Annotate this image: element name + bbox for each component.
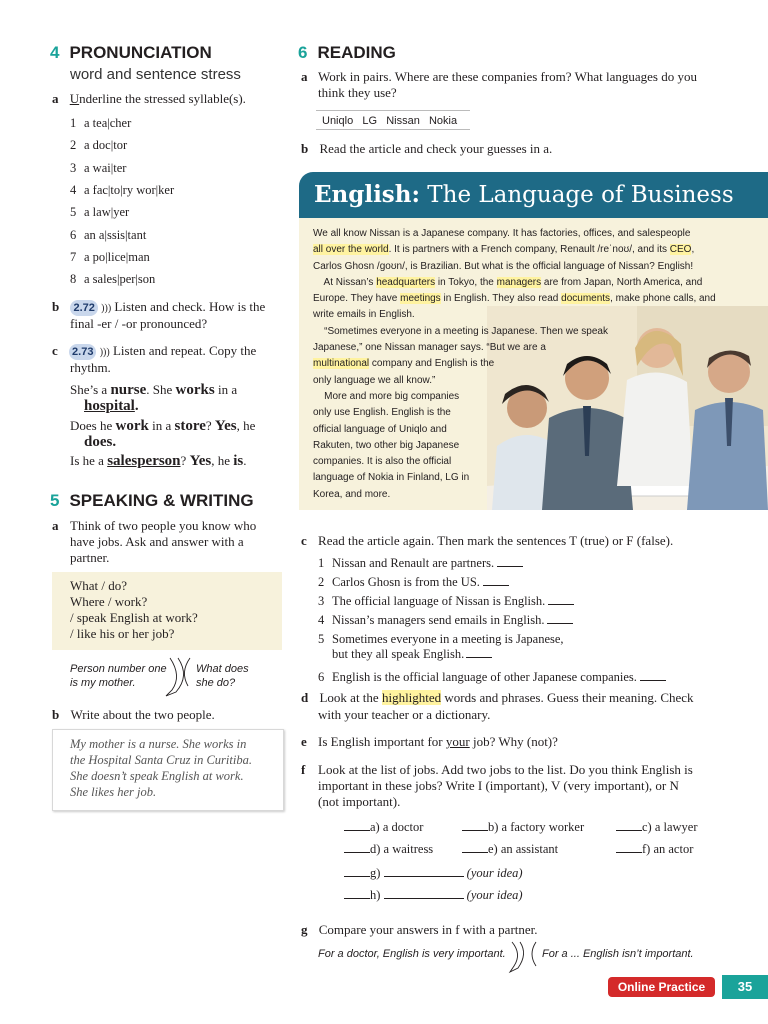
article-line: multinational company and English is the	[313, 358, 495, 370]
speaker-icon: )))	[99, 347, 110, 358]
word-list-item[interactable]: 2 a doc|tor	[70, 138, 128, 153]
section-subtitle: word and sentence stress	[70, 66, 241, 83]
true-false-item[interactable]: 1 Nissan and Renault are partners.	[318, 556, 523, 571]
true-false-item[interactable]: 4 Nissan’s managers send emails in English.	[318, 613, 573, 628]
stress-sentence-2: Does he work in a store? Yes, he	[70, 418, 256, 434]
speaker-icon: )))	[101, 303, 112, 314]
article-line: We all know Nissan is a Japanese company. It has factories, offices, and salespeople	[313, 228, 691, 239]
article-body	[299, 218, 768, 510]
article-line: Korea, and more.	[313, 488, 391, 500]
task-6f-text: Look at the list of jobs. Add two jobs to the list. Do you think English is important in these jobs? Write I (important), V (very important), or N (not important).	[318, 762, 693, 809]
audio-icon[interactable]: 2.73	[69, 344, 96, 360]
task-6b: b Read the article and check your guesses in a.	[301, 141, 553, 156]
highlighted-phrase: all over the world	[313, 244, 389, 256]
company-list: Uniqlo LG Nissan Nokia	[316, 110, 470, 130]
speech-bubble-g1: For a doctor, English is very important.	[318, 948, 506, 960]
section-number: 4	[50, 43, 60, 62]
stress-sentence-1: She’s a nurse. She works in a	[70, 382, 238, 398]
word-list-item[interactable]: 8 a sales|per|son	[70, 272, 156, 287]
article-line: official language of Uniqlo and	[313, 423, 447, 435]
article-line: More and more big companies	[313, 390, 460, 402]
highlighted-phrase: headquarters	[376, 276, 436, 288]
job-h: h) (your idea)	[344, 888, 523, 903]
task-6g: g Compare your answers in f with a partner.	[301, 922, 538, 937]
stress-sentence-2-line2: does.	[84, 434, 117, 450]
section-5-header: 5 SPEAKING & WRITING	[50, 491, 254, 510]
word-list-item[interactable]: 4 a fac|to|ry wor|ker	[70, 182, 175, 197]
article-line: only use English. English is the	[313, 407, 451, 419]
bubble-tail-icon	[160, 656, 200, 698]
article-line: companies. It is also the official	[313, 456, 452, 468]
article-line: write emails in English.	[313, 309, 415, 321]
online-practice-button[interactable]: Online Practice	[608, 977, 715, 997]
job-item[interactable]: d) a waitress	[344, 842, 433, 857]
true-false-item[interactable]: 5 Sometimes everyone in a meeting is Japanese, but they all speak English.	[318, 632, 564, 661]
article-line: Rakuten, two other big Japanese	[313, 439, 460, 451]
article-line: all over the world. It is partners with a French company, Renault /reˈnoʊ/, and its CEO,	[313, 244, 695, 256]
task-4c: c 2.73 ))) Listen and repeat. Copy the	[52, 343, 257, 358]
task-6f: f	[301, 762, 306, 777]
article-line: Europe. They have meetings in English. They also read documents, make phone calls, and	[313, 293, 716, 305]
audio-icon[interactable]: 2.72	[70, 300, 97, 316]
word-list-item[interactable]: 1 a tea|cher	[70, 116, 132, 130]
job-item[interactable]: e) an assistant	[462, 842, 558, 857]
article-line: Japanese,” one Nissan manager says. “But we are a	[313, 342, 546, 354]
page-number: 35	[722, 975, 768, 999]
highlighted-phrase: managers	[496, 276, 542, 288]
job-item[interactable]: b) a factory worker	[462, 820, 584, 835]
speech-bubble-2: What does she do?	[196, 663, 249, 689]
speech-bubble-g2: For a ... English isn’t important.	[542, 948, 694, 960]
highlighted-phrase: documents	[561, 293, 611, 305]
true-false-item[interactable]: 3 The official language of Nissan is English.	[318, 594, 574, 609]
highlighted-phrase: multinational	[313, 358, 370, 370]
task-6a-text: Work in pairs. Where are these companies from? What languages do you think they use?	[318, 69, 697, 100]
true-false-item[interactable]: 2 Carlos Ghosn is from the US.	[318, 575, 509, 590]
article-title-rest: The Language of Business	[419, 182, 734, 208]
task-5b: b Write about the two people.	[52, 707, 215, 722]
job-item[interactable]: c) a lawyer	[616, 820, 698, 835]
word-list-item[interactable]: 3 a wai|ter	[70, 160, 127, 175]
task-4b-line2: final -er / -or pronounced?	[70, 316, 208, 331]
task-4b: b 2.72 ))) Listen and check. How is the	[52, 299, 266, 314]
article-text	[313, 226, 761, 503]
section-6-header: 6 READING	[298, 43, 396, 62]
bubble-tail-icon	[506, 940, 542, 974]
task-5a: a	[52, 518, 59, 533]
article-title-bold: English:	[314, 181, 420, 208]
job-g: g) (your idea)	[344, 866, 523, 881]
job-item[interactable]: f) an actor	[616, 842, 693, 857]
article-line: At Nissan’s headquarters in Tokyo, the managers are from Japan, North America, and	[313, 276, 703, 288]
task-6c: c Read the article again. Then mark the sentences T (true) or F (false).	[301, 533, 674, 548]
section-title: PRONUNCIATION	[69, 43, 212, 62]
job-item[interactable]: a) a doctor	[344, 820, 423, 835]
prompt-box: What / do? Where / work? / speak English at work? / like his or her job?	[52, 572, 282, 650]
task-5a-text: Think of two people you know who have jobs. Ask and answer with a partner.	[70, 518, 257, 565]
article-line: language of Nokia in Finland, LG in	[313, 472, 470, 484]
article-line: Carlos Ghosn /goʊn/, is Brazilian. But what is the official language of Nissan? English!	[313, 260, 694, 272]
task-4a: a Underline the stressed syllable(s).	[52, 91, 246, 106]
article-line: “Sometimes everyone in a meeting is Japanese. Then we speak	[313, 325, 608, 337]
section-4-header	[50, 43, 212, 63]
word-list-item[interactable]: 5 a law|yer	[70, 205, 130, 220]
task-6d: d Look at the highlighted words and phrases. Guess their meaning. Check	[301, 690, 694, 705]
article-line: only language we all know.”	[313, 374, 436, 386]
word-list-item[interactable]: 6 an a|ssis|tant	[70, 227, 147, 242]
task-6d-line2: with your teacher or a dictionary.	[318, 707, 491, 722]
true-false-item[interactable]: 6 English is the official language of other Japanese companies.	[318, 670, 666, 685]
task-4c-line2: rhythm.	[70, 360, 111, 375]
model-text-box: My mother is a nurse. She works in the Hospital Santa Cruz in Curitiba. She doesn’t speak English at work. She likes her job.	[52, 729, 284, 811]
task-6e: e Is English important for your job? Why (not)?	[301, 734, 558, 749]
word-list-item[interactable]: 7 a po|lice|man	[70, 249, 150, 264]
highlighted-phrase: meetings	[400, 293, 441, 305]
stress-sentence-1-line2: hospital.	[84, 398, 139, 414]
task-6a: a	[301, 69, 308, 84]
highlighted-phrase: CEO	[669, 244, 692, 256]
stress-sentence-3: Is he a salesperson? Yes, he is.	[70, 453, 247, 469]
article-title-bar	[299, 172, 768, 218]
speech-bubble-1: Person number one is my mother.	[70, 663, 167, 689]
